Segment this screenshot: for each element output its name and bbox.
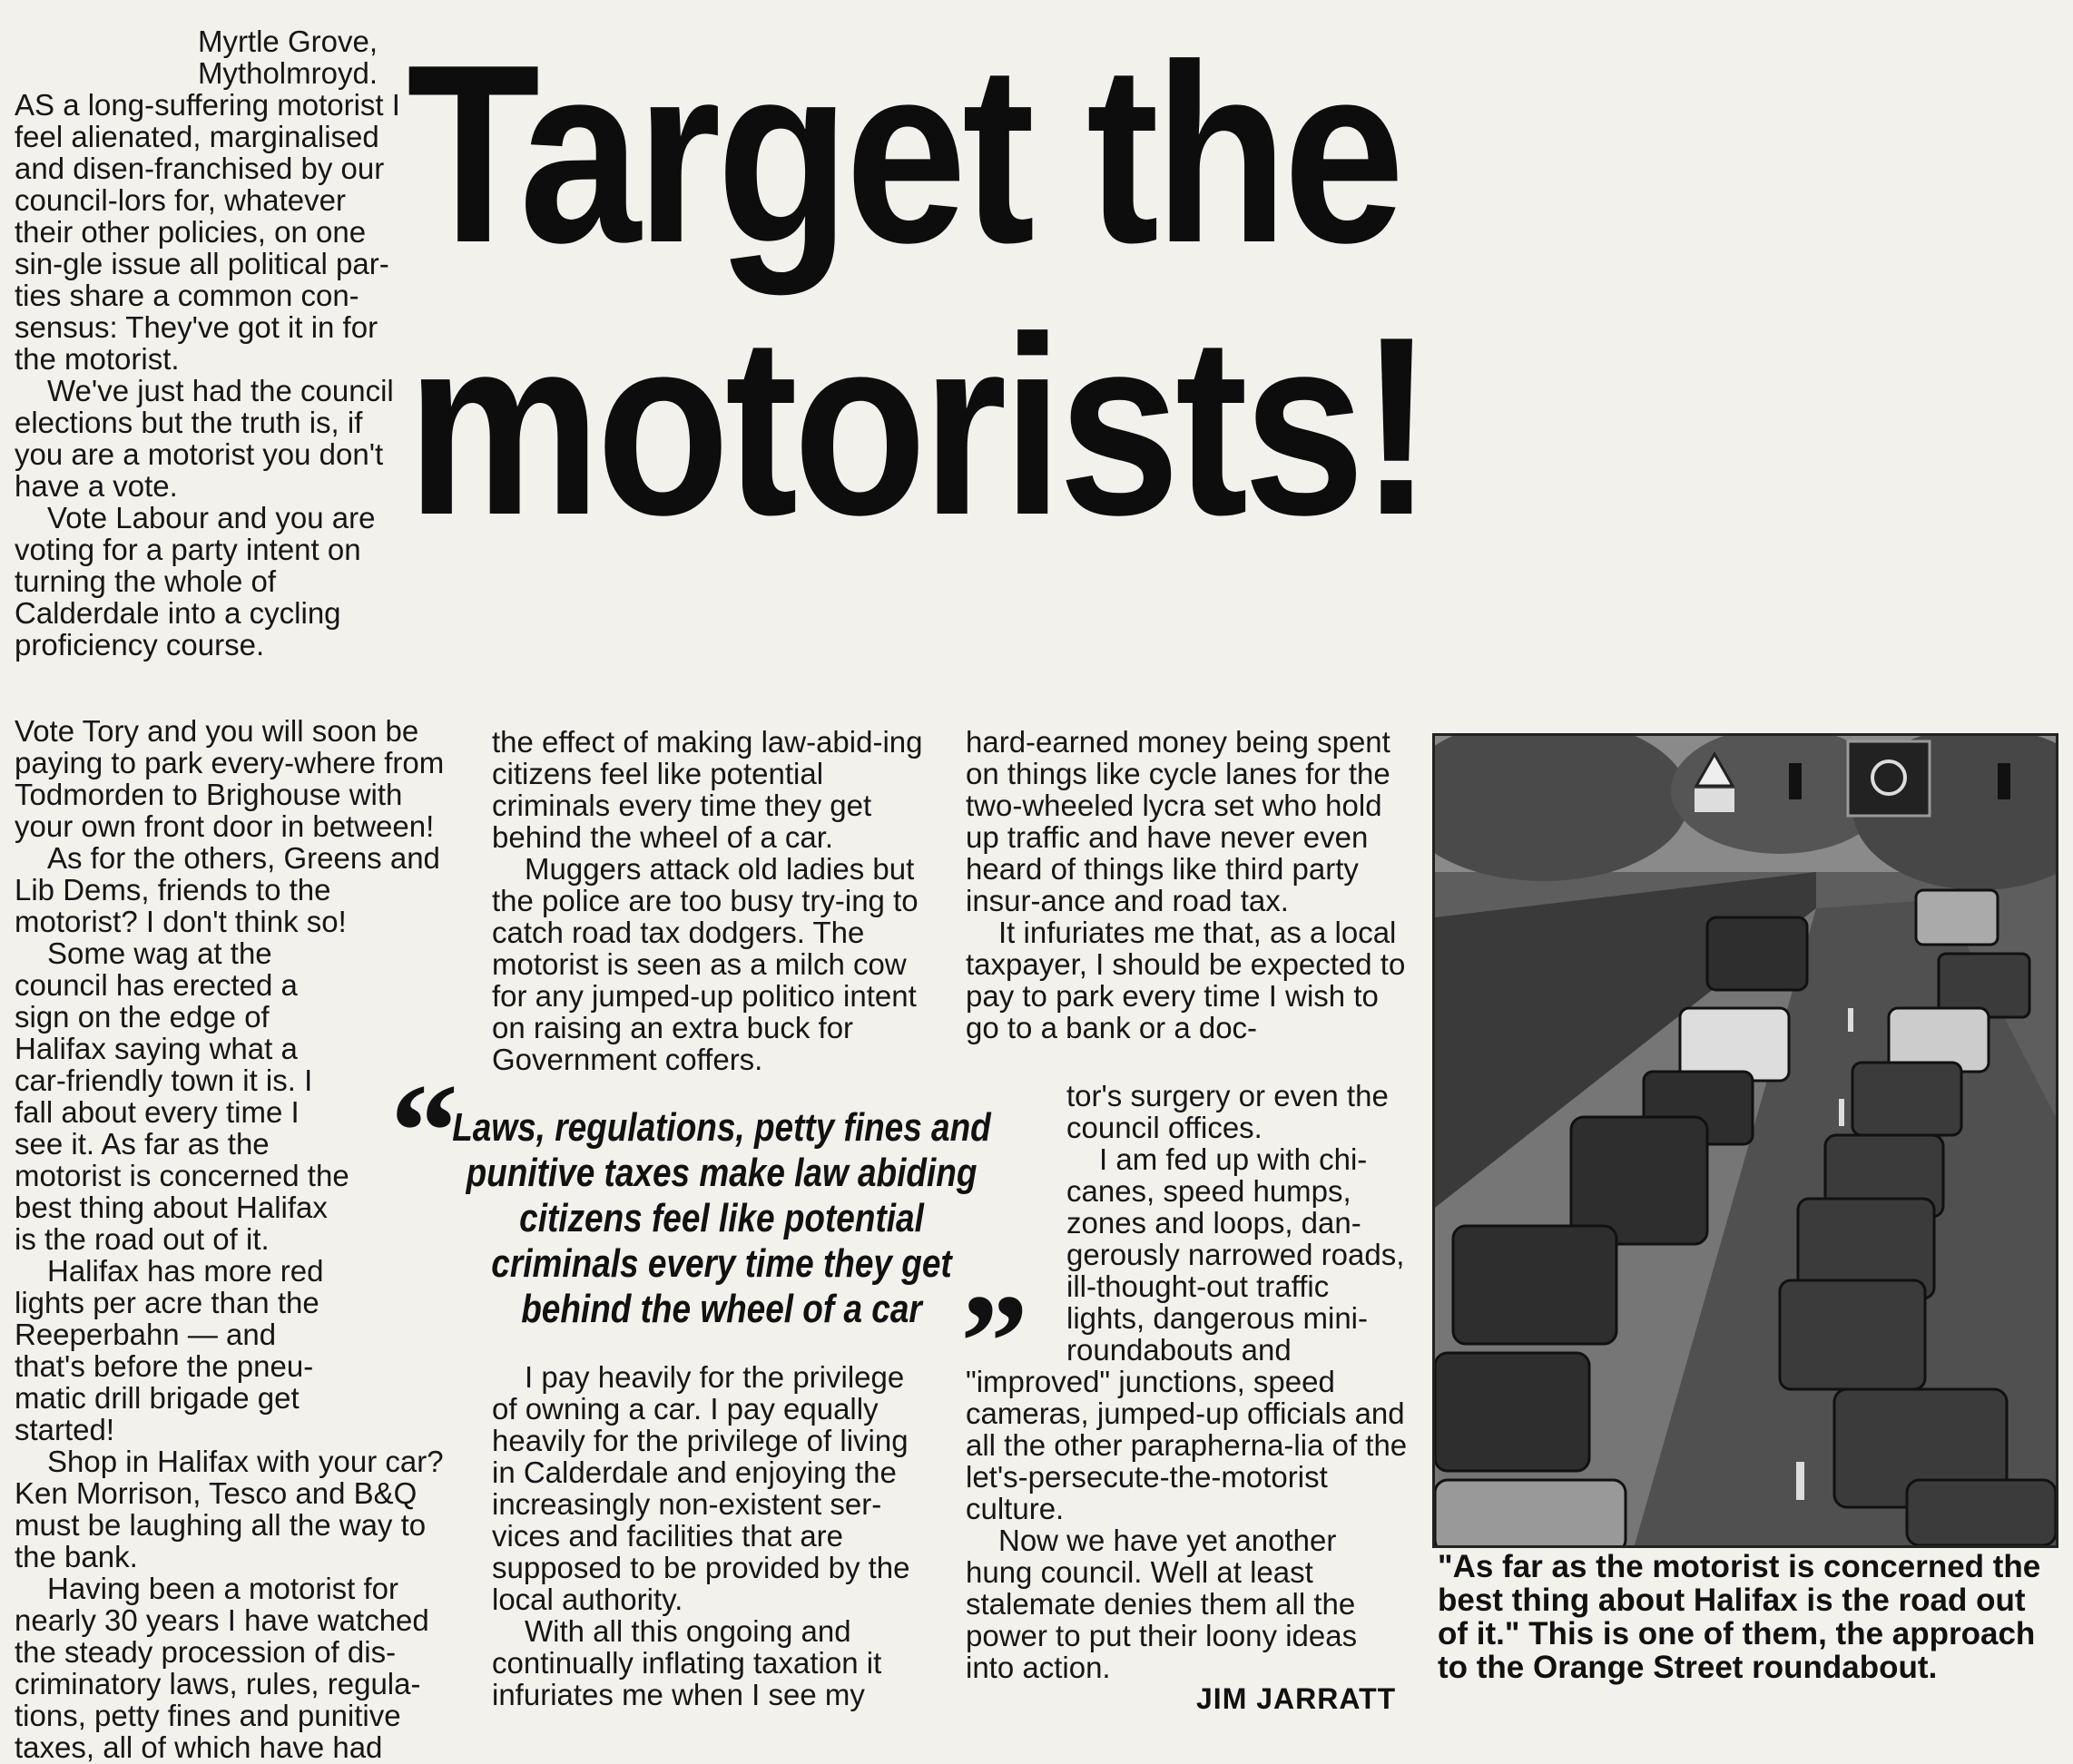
letter-column-3-middle bbox=[1066, 1080, 1411, 1366]
letter-paragraph: Now we have yet another hung council. Well at least stalemate denies them all the power to put their loony ideas into action. bbox=[966, 1524, 1358, 1684]
traffic-photo bbox=[1432, 733, 2058, 1548]
letter-column-3-bottom bbox=[966, 1366, 1410, 1683]
letter-paragraph: I am fed up with chi-canes, speed humps, zones and loops, dan-gerously narrowed roads, ill-thought-out traffic lights, dangerous mini-roundabouts and bbox=[1066, 1142, 1405, 1367]
open-quote-mark: “ bbox=[390, 1056, 458, 1207]
letter-paragraph: Muggers attack old ladies but the police are too busy try-ing to catch road tax dodgers. The motorist is seen as a milch cow for any jumped-up politico intent on raising an extra buck for Government coffers. bbox=[492, 852, 919, 1076]
letter-column-3-top bbox=[966, 726, 1410, 1044]
traffic-photo-image bbox=[1435, 736, 2056, 1545]
letter-paragraph: I pay heavily for the privilege of owning a car. I pay equally heavily for the privilege of living in Calderdale and enjoying the increasingly non-existent ser-vices and facilities that are supposed to be provided by the local authority. bbox=[492, 1360, 910, 1616]
address-line-1: Myrtle Grove, bbox=[197, 24, 378, 58]
address-line-2: Mytholmroyd. bbox=[197, 56, 378, 90]
letter-paragraph: Having been a motorist for nearly 30 years I have watched the steady procession of dis-criminatory laws, rules, regula-tions, petty fines and punitive taxes, all of which have had bbox=[15, 1572, 429, 1764]
letter-paragraph: Shop in Halifax with your car? Ken Morrison, Tesco and B&Q must be laughing all the way to the bank. bbox=[15, 1445, 444, 1573]
letter-paragraph: "improved" junctions, speed cameras, jumped-up officials and all the other parapherna-lia of the let's-persecute-the-motorist culture. bbox=[966, 1365, 1408, 1525]
close-quote-mark: ” bbox=[960, 1267, 1028, 1417]
photo-caption: "As far as the motorist is concerned the best thing about Halifax is the road out of it." This is one of them, the approach to the Orange Street roundabout. bbox=[1438, 1549, 2041, 1685]
letter-paragraph: Vote Labour and you are voting for a party intent on turning the whole of Calderdale into a cycling proficiency course. bbox=[15, 501, 376, 662]
byline: JIM JARRATT bbox=[1196, 1682, 1397, 1715]
letter-paragraph: Vote Tory and you will soon be paying to park every-where from Todmorden to Brighouse with your own front door in between! bbox=[15, 714, 445, 843]
headline bbox=[407, 13, 1655, 568]
letter-paragraph: We've just had the council elections but the truth is, if you are a motorist you don't have a vote. bbox=[15, 374, 394, 503]
letter-paragraph: the effect of making law-abid-ing citizens feel like potential criminals every time they get behind the wheel of a car. bbox=[492, 725, 923, 854]
letter-paragraph: With all this ongoing and continually inflating taxation it infuriates me when I see my bbox=[492, 1614, 882, 1711]
pull-quote: Laws, regulations, petty fines and punitive taxes make law abiding citizens feel like potential criminals every time they get behind the wheel of a car bbox=[452, 1105, 991, 1331]
headline-line-1: Target the bbox=[407, 13, 1400, 296]
letter-paragraph: hard-earned money being spent on things like cycle lanes for the two-wheeled lycra set who hold up traffic and have never even heard of things like third party insur-ance and road tax. bbox=[966, 725, 1390, 917]
letter-column-2-top bbox=[492, 726, 937, 1075]
letter-paragraph: As for the others, Greens and Lib Dems, friends to the motorist? I don't think so! bbox=[15, 841, 440, 938]
letter-paragraph: Halifax has more red lights per acre than the Reeperbahn — and that's before the pneu-matic drill brigade get started! bbox=[15, 1254, 324, 1446]
letter-paragraph: It infuriates me that, as a local taxpayer, I should be expected to pay to park every time I wish to go to a bank or a doc- bbox=[966, 916, 1406, 1044]
letter-column-2-bottom bbox=[492, 1361, 937, 1710]
letter-paragraph: tor's surgery or even the council offices. bbox=[1066, 1079, 1389, 1144]
headline-line-2: motorists! bbox=[407, 285, 1429, 568]
letter-column-1-top bbox=[15, 25, 405, 661]
letter-column-1-bottom bbox=[15, 715, 459, 1763]
letter-paragraph: Some wag at the council has erected a sign on the edge of Halifax saying what a car-friendly town it is. I fall about every time I see it. As far as the motorist is concerned the best thing about Halifax is the road out of it. bbox=[15, 936, 349, 1256]
letter-paragraph: AS a long-suffering motorist I feel alienated, marginalised and disen-franchised by our council-lors for, whatever their other policies, on one sin-gle issue all political par-ties share a common con-sensus: They've got it in for the motorist. bbox=[15, 88, 400, 376]
